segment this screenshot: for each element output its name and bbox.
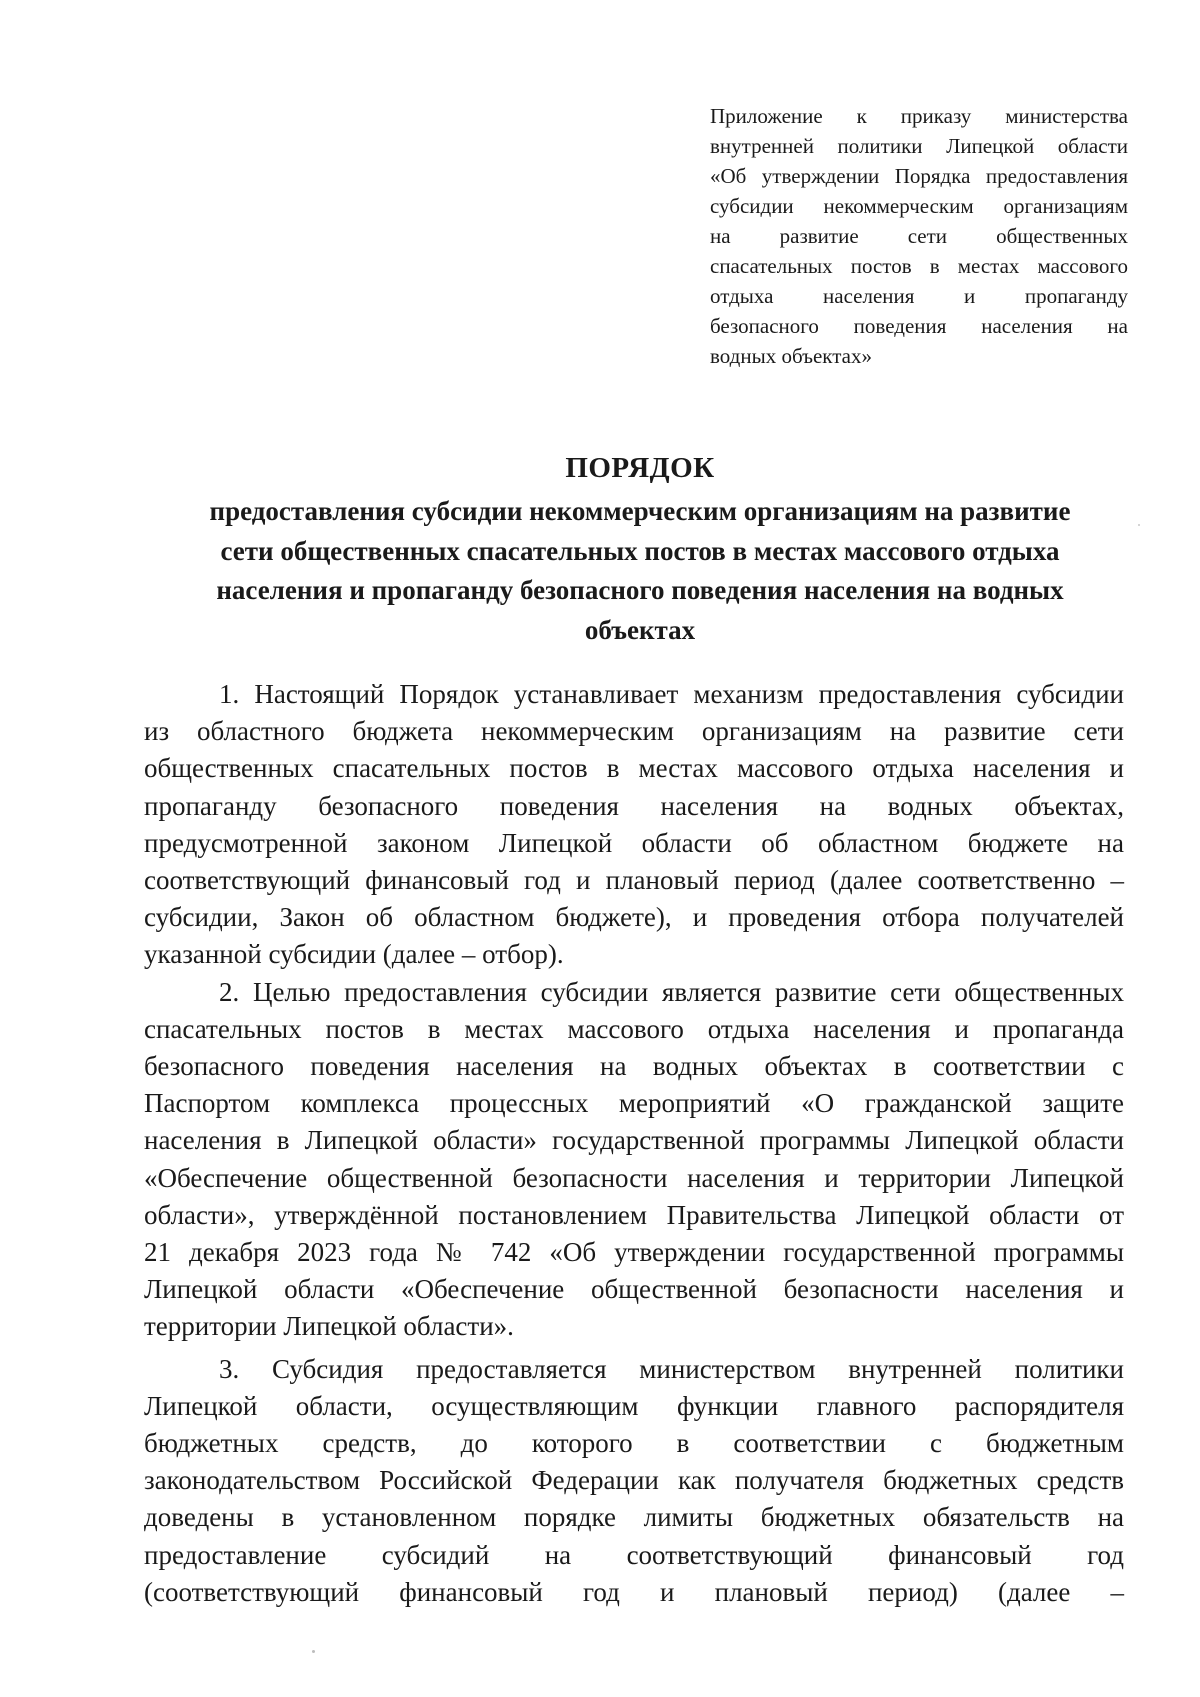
paragraph-line: бюджетных средств, до которого в соответствии с бюджетным [144,1428,1124,1459]
subtitle-line: населения и пропаганду безопасного поведения населения на водных [216,575,1064,605]
paragraph-3 [144,1351,1124,1611]
appendix-line: «Об утверждении Порядка предоставления [710,164,1128,188]
paragraph-line: спасательных постов в местах массового отдыха населения и пропаганда [144,1013,1124,1044]
paragraph-line: Паспортом комплекса процессных мероприятий «О гражданской защите [144,1088,1124,1119]
document-title-block [150,448,1130,650]
appendix-note [710,101,1128,371]
appendix-line: безопасного поведения населения на [710,314,1128,338]
paragraph-line: (соответствующий финансовый год и плановый период) (далее – [144,1576,1124,1607]
paragraph-line: населения в Липецкой области» государственной программы Липецкой области [144,1125,1124,1156]
paragraph-line: безопасного поведения населения на водных объектах в соответствии с [144,1051,1124,1082]
paragraph-line: законодательством Российской Федерации как получателя бюджетных средств [144,1465,1124,1496]
paragraph-line: 1. Настоящий Порядок устанавливает механизм предоставления субсидии [219,679,1124,709]
paragraph-line: территории Липецкой области». [144,1311,514,1342]
document-body [144,676,1124,1611]
subtitle-line: предоставления субсидии некоммерческим организациям на развитие [209,496,1071,526]
paragraph-line: 3. Субсидия предоставляется министерством внутренней политики [219,1353,1124,1384]
paragraph-line: доведены в установленном порядке лимиты бюджетных обязательств на [144,1502,1124,1533]
paragraph-1 [144,676,1124,974]
appendix-line: отдыха населения и пропаганду [710,284,1128,308]
document-subtitle [150,492,1130,650]
paragraph-line: предусмотренной законом Липецкой области об областном бюджете на [144,827,1124,858]
scan-speck [312,1650,315,1653]
appendix-line: субсидии некоммерческим организациям [710,194,1128,218]
subtitle-line: объектах [584,614,696,645]
appendix-line: водных объектах» [710,344,872,368]
paragraph-line: соответствующий финансовый год и плановый период (далее соответственно – [144,865,1124,896]
paragraph-line: субсидии, Закон об областном бюджете), и проведения отбора получателей [144,902,1124,933]
scan-speck [1138,524,1140,526]
paragraph-line: предоставление субсидий на соответствующий финансовый год [144,1539,1124,1570]
appendix-line: спасательных постов в местах массового [710,254,1128,278]
appendix-line: на развитие сети общественных [710,224,1128,248]
paragraph-line: 21 декабря 2023 года № 742 «Об утверждении государственной программы [144,1237,1124,1268]
paragraph-line: пропаганду безопасного поведения населения на водных объектах, [144,790,1124,821]
paragraph-line: Липецкой области, осуществляющим функции главного распорядителя [144,1390,1124,1421]
document-title: ПОРЯДОК [565,452,715,484]
paragraph-line: 2. Целью предоставления субсидии является развитие сети общественных [219,976,1124,1007]
paragraph-line: Липецкой области «Обеспечение общественной безопасности населения и [144,1274,1124,1305]
paragraph-2 [144,974,1124,1346]
paragraph-line: области», утверждённой постановлением Правительства Липецкой области от [144,1199,1124,1230]
paragraph-line: из областного бюджета некоммерческим организациям на развитие сети [144,716,1124,747]
paragraph-line: «Обеспечение общественной безопасности населения и территории Липецкой [144,1162,1124,1193]
paragraph-line: указанной субсидии (далее – отбор). [144,939,564,970]
appendix-line: внутренней политики Липецкой области [710,134,1128,158]
paragraph-line: общественных спасательных постов в местах массового отдыха населения и [144,753,1124,784]
appendix-line: Приложение к приказу министерства [710,104,1128,128]
subtitle-line: сети общественных спасательных постов в местах массового отдыха [220,535,1060,566]
